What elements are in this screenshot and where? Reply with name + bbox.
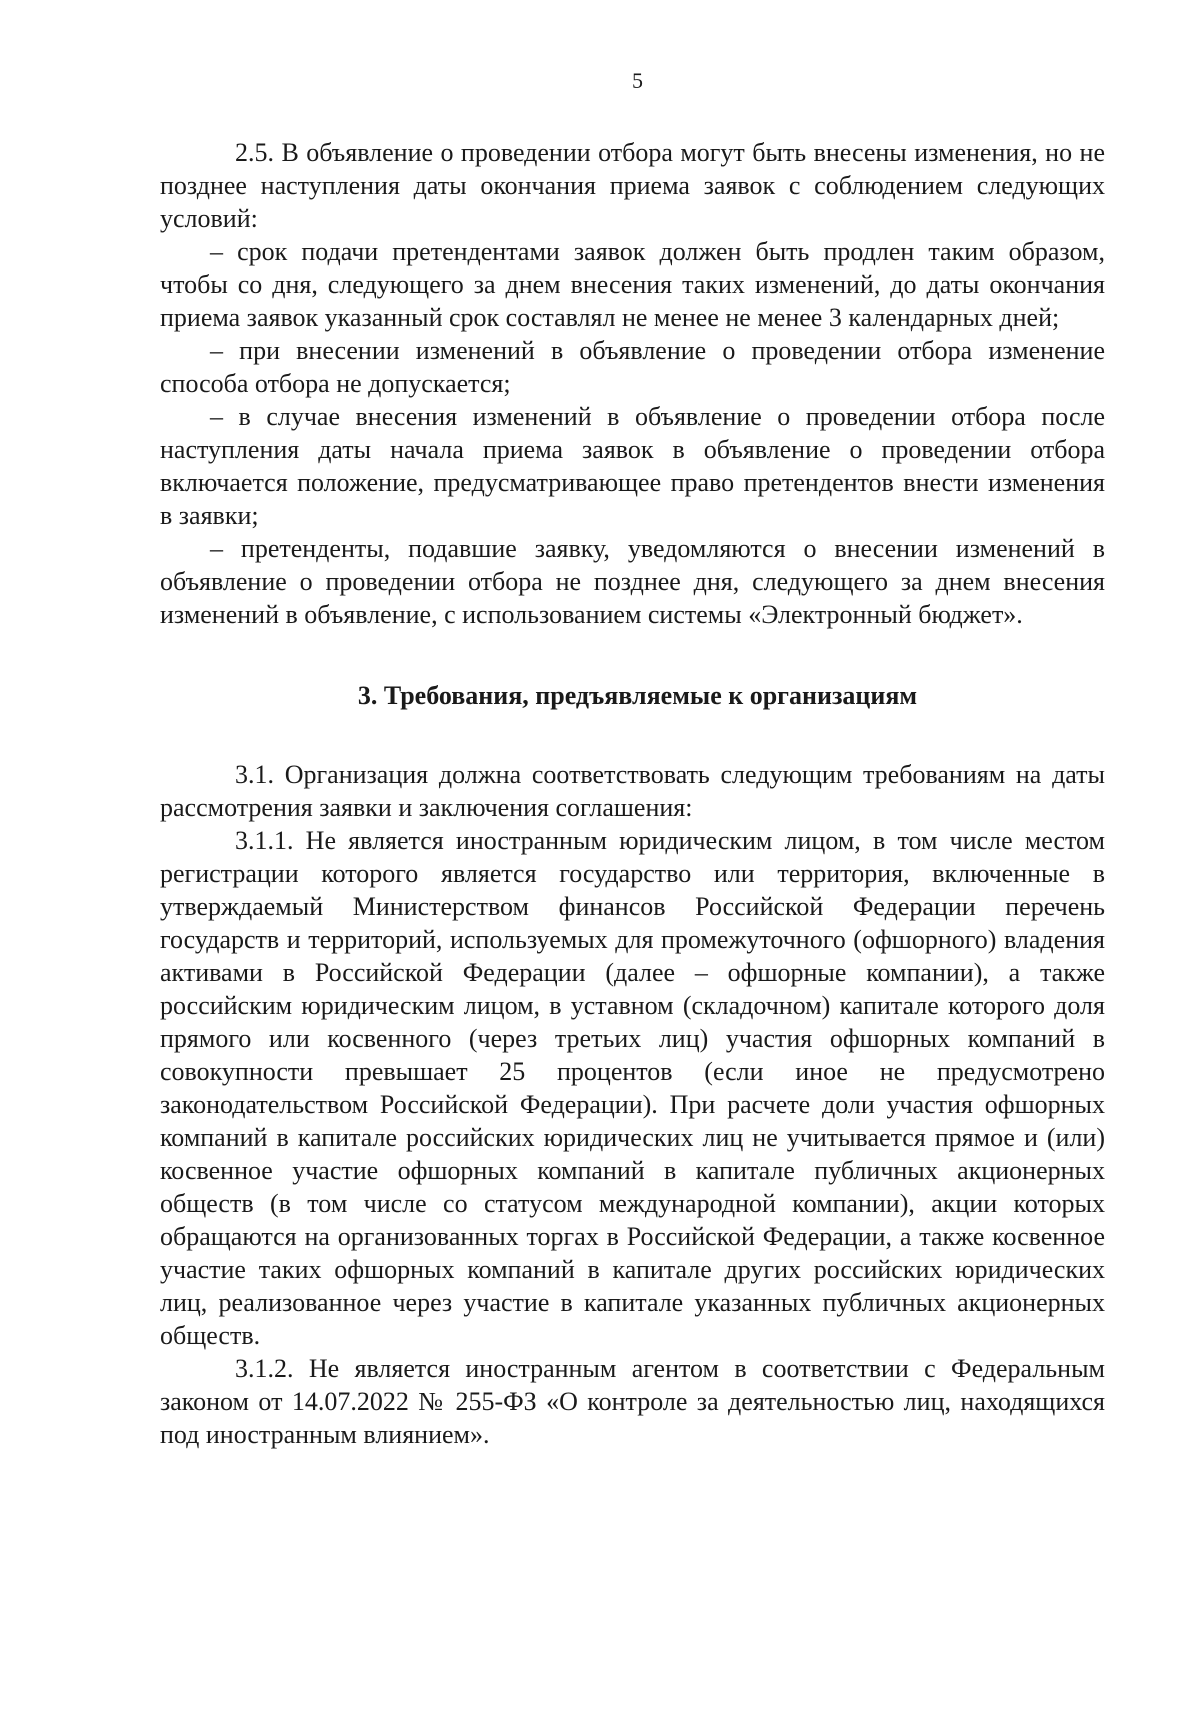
paragraph-2-5: 2.5. В объявление о проведении отбора могут быть внесены изменения, но не позднее наступления даты окончания приема заявок с соблюдением следующих условий: <box>160 138 1105 233</box>
section-heading: 3. Требования, предъявляемые к организациям <box>357 681 918 710</box>
paragraph-3-1-1: 3.1.1. Не является иностранным юридическим лицом, в том числе местом регистрации которого является государство или территория, включенные в утверждаемый Министерством финансов Российской Федерации перечень государств и территорий, используемых для промежуточного (офшорного) владения активами в Российской Федерации (далее – офшорные компании), а также российским юридическим лицом, в уставном (складочном) капитале которого доля прямого или косвенного (через третьих лиц) участия офшорных компаний в совокупности превышает 25 процентов (если иное не предусмотрено законодательством Российской Федерации). При расчете доли участия офшорных компаний в капитале российских юридических лиц не учитывается прямое и (или) косвенное участие офшорных компаний в капитале публичных акционерных обществ (в том числе со статусом международной компании), акции которых обращаются на организованных торгах в Российской Федерации, а также косвенное участие таких офшорных компаний в капитале других российских юридических лиц, реализованное через участие в капитале указанных публичных акционерных обществ. <box>160 826 1105 1350</box>
list-item-term-extension: – срок подачи претендентами заявок должен быть продлен таким образом, чтобы со дня, следующего за днем внесения таких изменений, до даты окончания приема заявок указанный срок составлял не менее не менее 3 календарных дней; <box>160 237 1105 332</box>
page-number: 5 <box>632 68 643 93</box>
list-item-notification: – претенденты, подавшие заявку, уведомляются о внесении изменений в объявление о проведении отбора не позднее дня, следующего за днем внесения изменений в объявление, с использованием системы «Электронный бюджет». <box>160 534 1105 629</box>
paragraph-3-1: 3.1. Организация должна соответствовать следующим требованиям на даты рассмотрения заявки и заключения соглашения: <box>160 760 1105 822</box>
paragraph-3-1-2: 3.1.2. Не является иностранным агентом в соответствии с Федеральным законом от 14.07.2022 № 255-ФЗ «О контроле за деятельностью лиц, находящихся под иностранным влиянием». <box>160 1354 1105 1449</box>
list-item-method-change: – при внесении изменений в объявление о проведении отбора изменение способа отбора не допускается; <box>160 336 1105 398</box>
list-item-amend-applications: – в случае внесения изменений в объявление о проведении отбора после наступления даты начала приема заявок в объявление о проведении отбора включается положение, предусматривающее право претендентов внести изменения в заявки; <box>160 402 1105 530</box>
